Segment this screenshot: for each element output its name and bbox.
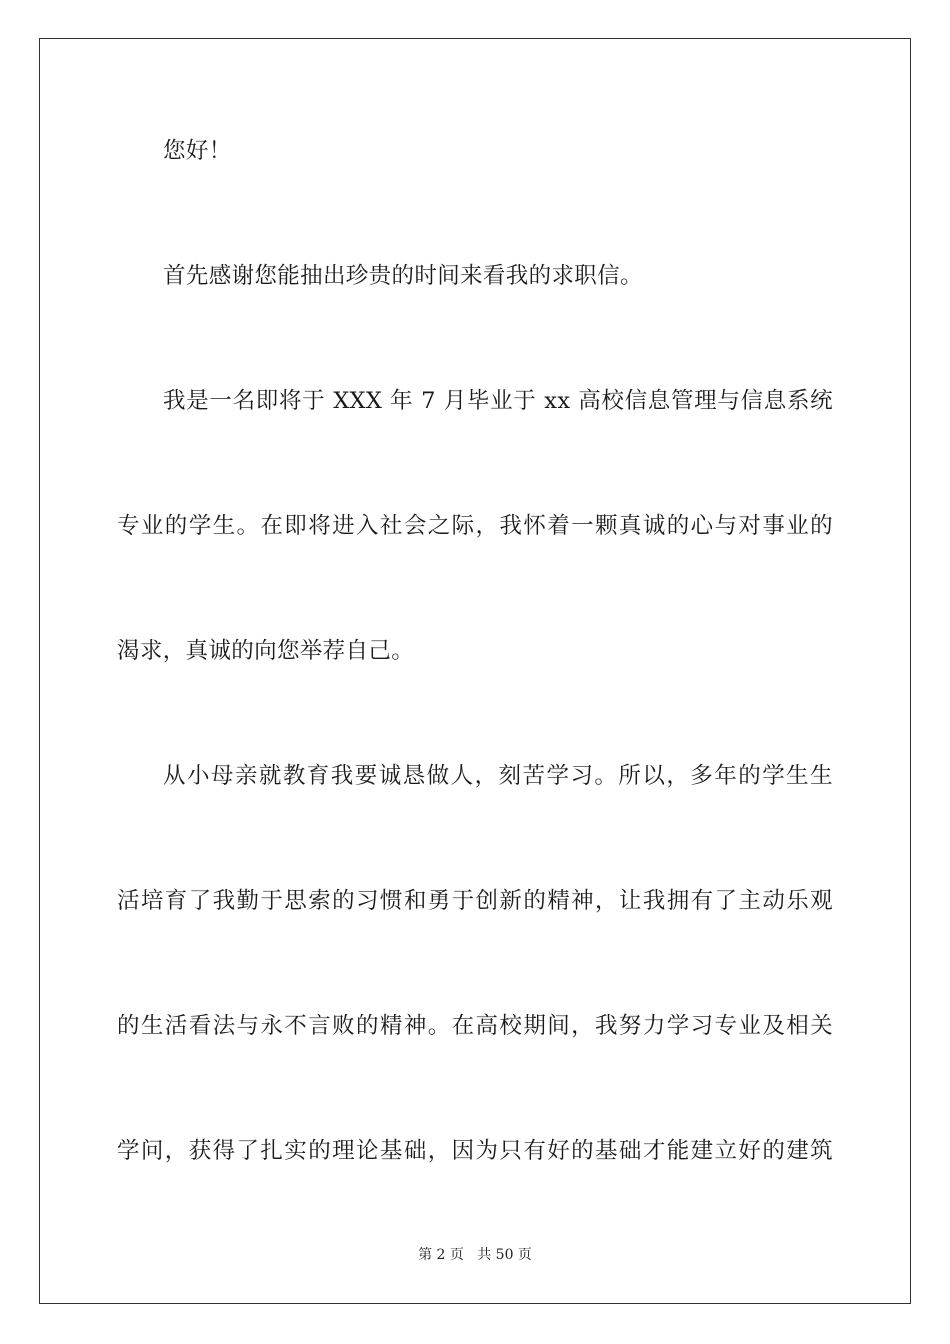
page-number-footer: 第 2 页 共 50 页 (418, 1247, 532, 1263)
greeting-line: 您好！ (163, 138, 232, 164)
paragraph-3-line-1: 从小母亲就教育我要诚恳做人，刻苦学习。所以，多年的学生生 (163, 763, 833, 789)
paragraph-1-line-1: 首先感谢您能抽出珍贵的时间来看我的求职信。 (163, 263, 643, 289)
paragraph-2-line-3: 渴求，真诚的向您举荐自己。 (117, 638, 415, 664)
paragraph-2-line-1: 我是一名即将于 XXX 年 7 月毕业于 xx 高校信息管理与信息系统 (163, 388, 833, 414)
paragraph-3-line-2: 活培育了我勤于思索的习惯和勇于创新的精神，让我拥有了主动乐观 (117, 888, 833, 914)
page-border (39, 38, 911, 1304)
paragraph-3-line-3: 的生活看法与永不言败的精神。在高校期间，我努力学习专业及相关 (117, 1013, 833, 1039)
paragraph-2-line-2: 专业的学生。在即将进入社会之际，我怀着一颗真诚的心与对事业的 (117, 513, 833, 539)
paragraph-3-line-4: 学问，获得了扎实的理论基础，因为只有好的基础才能建立好的建筑 (117, 1138, 833, 1164)
